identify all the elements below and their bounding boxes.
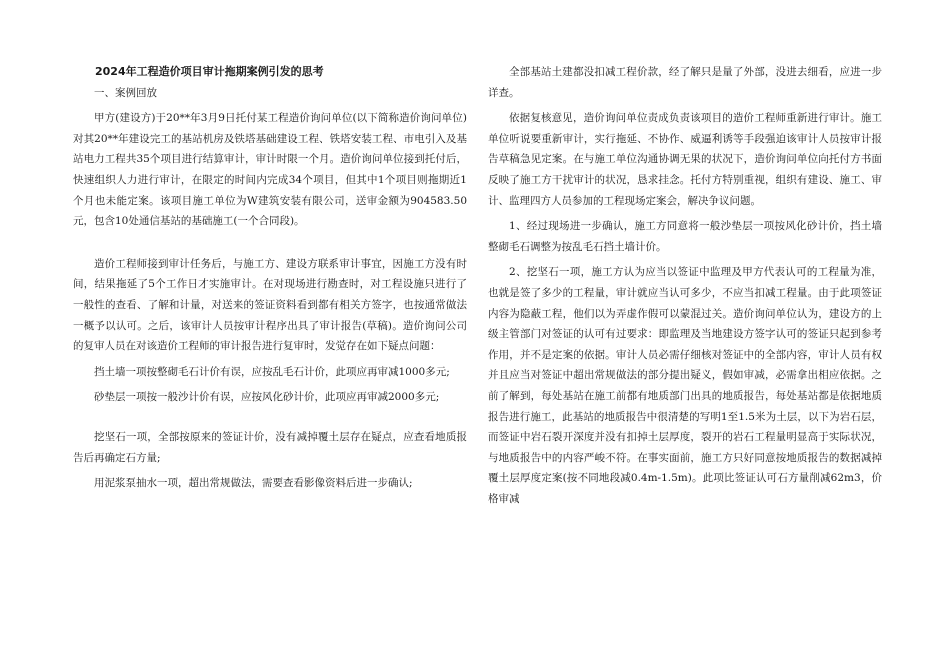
paragraph: 依据复核意见，造价询问单位责成负责该项目的造价工程师重新进行审计。施工单位听说要重新审计，实行拖延、不协作、威逼利诱等手段强迫该审计人员按审计报告草稿急见定案。在与施工单位沟通协调无果的状况下，造价询问单位向托付方书面反映了施工方干扰审计的状况，恳求挂念。托付方特别重视，组织有建设、施工、审计、监理四方人员参加的工程现场定案会，解决争议问题。	[488, 112, 882, 207]
paragraph: 1、经过现场进一步确认，施工方同意将一般沙垫层一项按风化砂计价，挡土墙整砌毛石调整为按乱毛石挡土墙计价。	[488, 220, 882, 253]
document-title: 2024年工程造价项目审计拖期案例引发的思考	[95, 65, 324, 78]
paragraph: 全部基站土建都没扣减工程价款，经了解只是量了外部，没进去细看，应进一步详查。	[488, 66, 882, 99]
paragraph: 挡土墙一项按整砌毛石计价有误，应按乱毛石计价，此项应再审减1000多元;	[94, 365, 450, 378]
left-column	[73, 62, 467, 494]
paragraph: 挖坚石一项，全部按原来的签证计价，没有减掉覆土层存在疑点，应查看地质报告后再确定石方量;	[73, 430, 467, 464]
section-heading: 一、案例回放	[94, 86, 157, 99]
right-column	[488, 62, 882, 509]
paragraph: 2、挖坚石一项，施工方认为应当以签证中监理及甲方代表认可的工程量为准，也就是签了多少的工程量，审计就应当认可多少，不应当扣减工程量。由于此项签证内容为隐蔽工程，他们以为弄虚作假可以蒙混过关。造价询问单位认为，建设方的上级主管部门对签证的认可有过要求：即监理及当地建设方签字认可的签证只起到参考作用，并不是定案的依据。审计人员必需仔细核对签证中的全部内容，审计人员有权并且应当对签证中超出常规做法的部分提出疑义，假如审减，必需拿出相应依据。之前了解到，每处基站在施工前都有地质部门出具的地质报告，每处基站都是依据地质报告进行施工，此基站的地质报告中很清楚的写明1至1.5米为土层，以下为岩石层，而签证中岩石裂开深度并没有扣掉土层厚度，裂开的岩石工程量明显高于实际状况，与地质报告中的内容严峻不符。在事实面前，施工方只好同意按地质报告的数据减掉覆土层厚度定案(按不同地段减0.4m-1.5m)。此项比签证认可石方量削减62m3，价格审减	[488, 266, 882, 505]
paragraph: 甲方(建设方)于20**年3月9日托付某工程造价询问单位(以下简称造价询问单位)对其20**年建设完工的基站机房及铁塔基础建设工程、铁塔安装工程、市电引入及基站电力工程共35个项目进行结算审计，审计时限一个月。造价询问单位接到托付后，快速组织人力进行审计，在限定的时间内完成34个项目，但其中1个项目则拖期近1个月也未能定案。该项目施工单位为W建筑安装有限公司，送审金额为904583.50元，包含10处通信基站的基础施工(一个合同段)。	[73, 112, 467, 228]
paragraph: 用泥浆泵抽水一项，超出常规做法，需要查看影像资料后进一步确认;	[94, 477, 413, 490]
paragraph: 造价工程师接到审计任务后，与施工方、建设方联系审计事宜，因施工方没有时间，结果拖延了5个工作日才实施审计。在对现场进行勘查时，对工程设施只进行了一般性的查看、了解和计量，对送来的签证资料看到都有相关方签字，也按通常做法一概予以认可。之后，该审计人员按审计程序出具了审计报告(草稿)。造价询问公司的复审人员在对该造价工程师的审计报告进行复审时，发觉存在如下疑点问题：	[73, 257, 467, 353]
paragraph: 砂垫层一项按一般沙计价有误，应按风化砂计价，此项应再审减2000多元;	[94, 391, 440, 404]
